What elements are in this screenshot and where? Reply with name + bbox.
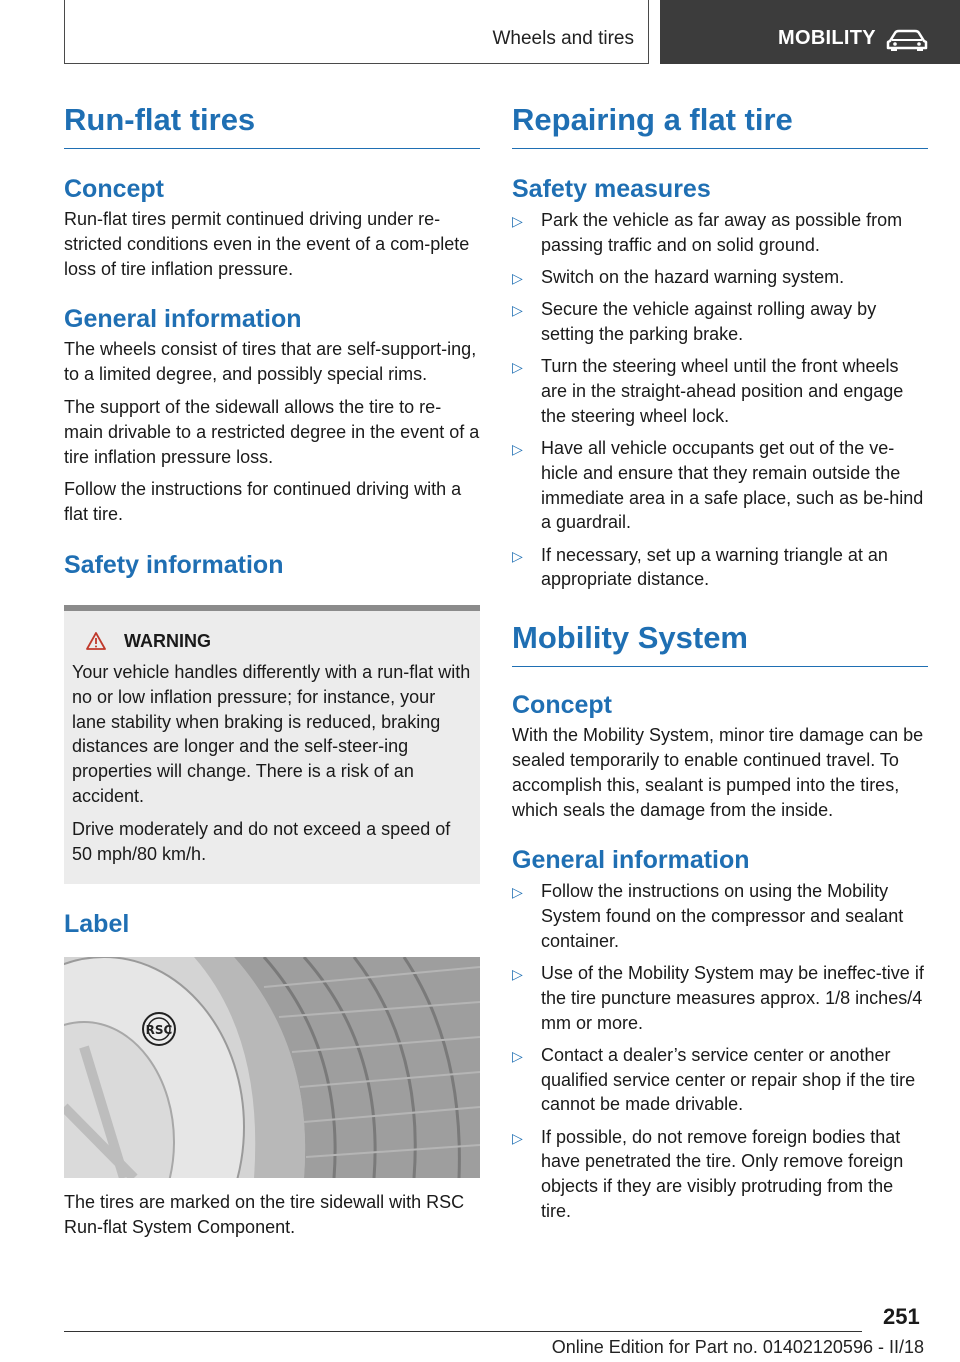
bullet-triangle-icon: ▷ (512, 269, 523, 286)
safety-measure-item (512, 265, 928, 290)
concept-heading: Concept (64, 175, 164, 203)
header-chapter-box (660, 0, 960, 64)
header-section-title: Wheels and tires (492, 28, 634, 49)
general-info-heading: General information (64, 305, 302, 334)
left-column (64, 100, 480, 1240)
safety-measure-item-text: Have all vehicle occupants get out of the ve‐hicle and ensure that they remain outside the immediate area in a safe place, such as be‐hind a guardrail. (541, 437, 924, 533)
mobility-concept-text: With the Mobility System, minor tire damage can be sealed temporarily to enable continued travel. To accomplish this, sealant is pumped into the tires, which seals the damage from the inside. (512, 725, 924, 820)
safety-measures-list (512, 208, 928, 592)
header-section-box (64, 0, 649, 64)
car-icon (886, 28, 928, 52)
safety-measure-item (512, 436, 928, 535)
bullet-triangle-icon: ▷ (512, 440, 523, 457)
mobility-general-item-text: Use of the Mobility System may be ineffec‐tive if the tire puncture measures approx. 1/8 inches/4 mm or more. (541, 963, 924, 1033)
safety-measure-item-text: Switch on the hazard warning system. (541, 266, 845, 287)
warning-triangle-icon (86, 632, 106, 650)
safety-info-heading: Safety information (64, 550, 284, 579)
mobility-system-title: Mobility System (512, 618, 928, 667)
bullet-triangle-icon: ▷ (512, 1129, 523, 1146)
mobility-general-item-text: If possible, do not remove foreign bodies that have penetrated the tire. Only remove foreign objects if they are visibly protruding from the tire. (541, 1126, 904, 1222)
mobility-general-item (512, 1043, 928, 1117)
warning-text-1: Your vehicle handles differently with a run-flat with no or low inflation pressure; for instance, your lane stability when braking is reduced, braking distances are longer and the self-steer‐ing properties will change. There is a risk of an accident. (72, 661, 471, 806)
mobility-general-item-text: Follow the instructions on using the Mobility System found on the compressor and sealant container. (541, 881, 904, 951)
warning-text-2: Drive moderately and do not exceed a speed of 50 mph/80 km/h. (72, 818, 451, 864)
run-flat-title: Run-flat tires (64, 100, 480, 149)
footer-divider (64, 1331, 862, 1332)
bullet-triangle-icon: ▷ (512, 213, 523, 229)
safety-measure-item-text: Park the vehicle as far away as possible from passing traffic and on solid ground. (541, 210, 903, 255)
mobility-general-item (512, 1125, 928, 1224)
mobility-general-heading: General information (512, 846, 750, 875)
mobility-general-item-text: Contact a dealer’s service center or another qualified service center or repair shop if the tire cannot be made drivable. (541, 1044, 916, 1115)
general-info-p1: The wheels consist of tires that are self-support‐ing, to a limited degree, and possibly special rims. (64, 339, 477, 385)
safety-measures-heading: Safety measures (512, 175, 711, 203)
safety-measure-item (512, 543, 928, 593)
repair-title: Repairing a flat tire (512, 100, 928, 149)
tire-illustration (64, 957, 480, 1178)
safety-measure-item-text: Turn the steering wheel until the front wheels are in the straight-ahead position and engage the steering wheel lock. (541, 356, 904, 426)
label-heading: Label (64, 910, 130, 939)
bullet-triangle-icon: ▷ (512, 547, 523, 564)
safety-measure-item-text: If necessary, set up a warning triangle at an appropriate distance. (541, 544, 888, 590)
bullet-triangle-icon: ▷ (512, 884, 523, 901)
warning-header (86, 631, 472, 652)
image-caption: The tires are marked on the tire sidewall with RSC Run-flat System Component. (64, 1192, 465, 1238)
edition-note: Online Edition for Part no. 01402120596 - II/18 (551, 1337, 924, 1357)
safety-measure-item (512, 208, 928, 258)
warning-label: WARNING (124, 630, 211, 651)
general-info-p2: The support of the sidewall allows the tire to re‐main drivable to a restricted degree in the event of a tire inflation pressure loss. (64, 396, 480, 467)
warning-box (64, 605, 480, 884)
safety-measure-item (512, 297, 928, 347)
safety-measure-item (512, 354, 928, 428)
page-number: 251 (883, 1304, 920, 1329)
bullet-triangle-icon: ▷ (512, 302, 523, 319)
general-info-p3: Follow the instructions for continued driving with a flat tire. (64, 479, 462, 525)
right-column (512, 100, 928, 1231)
bullet-triangle-icon: ▷ (512, 1047, 523, 1064)
concept-text: Run-flat tires permit continued driving under re‐stricted conditions even in the event of a com‐plete loss of tire inflation pressure. (64, 209, 470, 279)
mobility-general-item (512, 879, 928, 953)
bullet-triangle-icon: ▷ (512, 359, 523, 376)
tire-sidewall-image (64, 957, 480, 1178)
mobility-general-list (512, 879, 928, 1224)
rsc-logo-text: RSC (145, 1023, 173, 1038)
bullet-triangle-icon: ▷ (512, 966, 523, 983)
header-chapter-title: MOBILITY (778, 27, 876, 49)
mobility-general-item (512, 961, 928, 1035)
safety-measure-item-text: Secure the vehicle against rolling away by setting the parking brake. (541, 299, 877, 344)
mobility-concept-heading: Concept (512, 691, 612, 720)
